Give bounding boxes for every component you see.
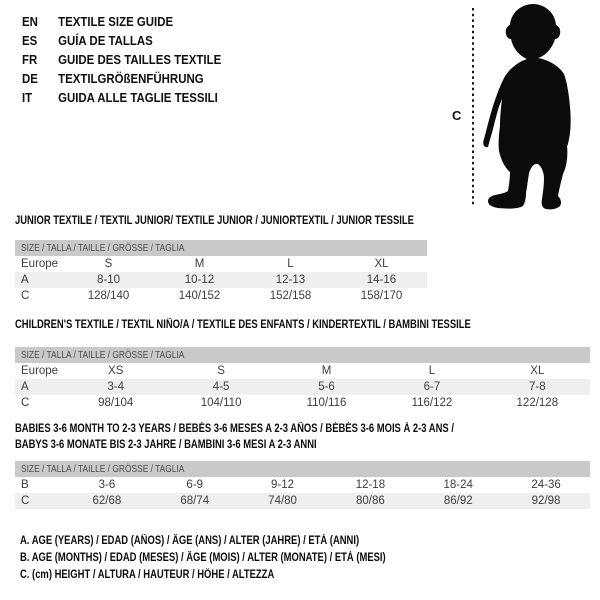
size-value: S	[104, 258, 113, 270]
size-header-label: SIZE / TALLA / TAILLE / GRÖSSE / TAGLIA	[21, 463, 185, 475]
size-value: S	[217, 365, 225, 377]
size-value: 116/122	[411, 397, 453, 409]
size-value: 98/104	[98, 397, 134, 409]
table-title-line: CHILDREN'S TEXTILE / TEXTIL NIÑO/A / TEXTILE DES ENFANTS / KINDERTEXTIL / BAMBINI TESSILE	[15, 319, 471, 331]
size-value: 14-16	[366, 274, 397, 286]
size-header-label: SIZE / TALLA / TAILLE / GRÖSSE / TAGLIA	[21, 242, 185, 254]
language-label: GUIDE DES TAILLES TEXTILE	[58, 52, 222, 67]
row-label: Europe	[21, 258, 59, 270]
size-value: L	[287, 258, 294, 270]
row-label: Europe	[21, 365, 59, 377]
language-row	[22, 31, 221, 50]
size-value: 62/68	[92, 495, 122, 507]
table-title-line: BABIES 3-6 MONTH TO 2-3 YEARS / BEBÉS 3-6 MESES A 2-3 AÑOS / BÉBÉS 3-6 MOIS À 2-3 ANS /	[15, 423, 454, 435]
row-label: C	[21, 397, 30, 409]
table-row	[15, 272, 427, 288]
size-header-bar	[15, 347, 590, 363]
size-value: XS	[108, 365, 124, 377]
footnote-line: A. AGE (YEARS) / EDAD (AÑOS) / ÂGE (ANS) / ALTER (JAHRE) / ETÀ (ANNI)	[20, 535, 360, 547]
language-label: TEXTILGRÖßENFÜHRUNG	[58, 71, 204, 86]
size-value: 3-4	[107, 381, 125, 393]
table-row	[15, 256, 427, 272]
row-label: C	[21, 290, 30, 302]
size-value: M	[321, 365, 332, 377]
size-value: 6-9	[186, 479, 204, 491]
size-value: XL	[530, 365, 545, 377]
size-value: 3-6	[98, 479, 116, 491]
size-value: 7-8	[529, 381, 546, 393]
language-list	[22, 12, 248, 107]
row-label: A	[21, 381, 29, 393]
size-value: 110/116	[306, 397, 347, 409]
size-value: 122/128	[516, 397, 559, 409]
table-row	[15, 288, 427, 304]
size-value: 158/170	[360, 290, 403, 302]
table-row	[15, 395, 590, 411]
row-label: B	[21, 479, 29, 491]
footnotes	[20, 533, 466, 584]
size-header-label: SIZE / TALLA / TAILLE / GRÖSSE / TAGLIA	[21, 349, 185, 361]
size-header-bar	[15, 240, 427, 256]
size-value: L	[428, 365, 436, 377]
size-value: 86/92	[443, 495, 473, 507]
footnote-line: B. AGE (MONTHS) / EDAD (MESES) / ÂGE (MOIS) / ALTER (MONATE) / ETÀ (MESI)	[20, 552, 386, 564]
size-value: 74/80	[268, 495, 297, 507]
baby-silhouette-icon	[483, 4, 570, 209]
table-body	[15, 240, 427, 304]
table-row	[15, 477, 590, 493]
size-value: 10-12	[184, 274, 215, 286]
size-value: 140/152	[178, 290, 221, 302]
language-label: GUIDA ALLE TAGLIE TESSILI	[58, 90, 218, 105]
size-value: 18-24	[443, 479, 473, 491]
language-row	[22, 12, 221, 31]
size-value: 80/86	[356, 495, 385, 507]
table-title	[15, 317, 471, 333]
footnote-line: C. (cm) HEIGHT / ALTURA / HAUTEUR / HÖHE / ALTEZZA	[20, 569, 275, 581]
row-label: A	[21, 274, 29, 286]
size-value: 92/98	[531, 495, 561, 507]
language-code: EN	[22, 14, 38, 29]
language-row	[22, 50, 221, 69]
language-label: TEXTILE SIZE GUIDE	[58, 14, 174, 29]
table-body	[15, 461, 590, 509]
language-label: GUÍA DE TALLAS	[58, 33, 153, 48]
baby-height-figure	[450, 2, 600, 214]
size-value: 5-6	[318, 381, 335, 393]
language-code: ES	[22, 33, 38, 48]
language-row	[22, 69, 221, 88]
language-row	[22, 88, 221, 107]
table-row	[15, 493, 590, 509]
size-value: 128/140	[87, 290, 130, 302]
table-row	[15, 363, 590, 379]
language-code: IT	[22, 90, 33, 105]
height-label: C	[452, 108, 462, 123]
size-value: 24-36	[531, 479, 561, 491]
table-title	[15, 421, 454, 453]
size-value: 6-7	[423, 381, 441, 393]
table-title-line: JUNIOR TEXTILE / TEXTIL JUNIOR/ TEXTILE JUNIOR / JUNIORTEXTIL / JUNIOR TESSILE	[15, 215, 414, 227]
language-code: DE	[22, 71, 38, 86]
size-value: 12-13	[275, 274, 306, 286]
language-code: FR	[22, 52, 38, 67]
size-value: 104/110	[200, 397, 242, 409]
size-value: 8-10	[96, 274, 121, 286]
size-value: M	[194, 258, 205, 270]
size-value: 152/158	[269, 290, 312, 302]
size-value: XL	[374, 258, 389, 270]
table-title-line: BABYS 3-6 MONATE BIS 2-3 JAHRE / BAMBINI 3-6 MESI A 2-3 ANNI	[15, 439, 317, 451]
size-value: 12-18	[355, 479, 386, 491]
size-value: 4-5	[212, 381, 230, 393]
row-label: C	[21, 495, 30, 507]
size-value: 68/74	[180, 495, 210, 507]
table-body	[15, 347, 590, 411]
size-header-bar	[15, 461, 590, 477]
table-row	[15, 379, 590, 395]
size-value: 9-12	[271, 479, 295, 491]
table-title	[15, 213, 414, 229]
